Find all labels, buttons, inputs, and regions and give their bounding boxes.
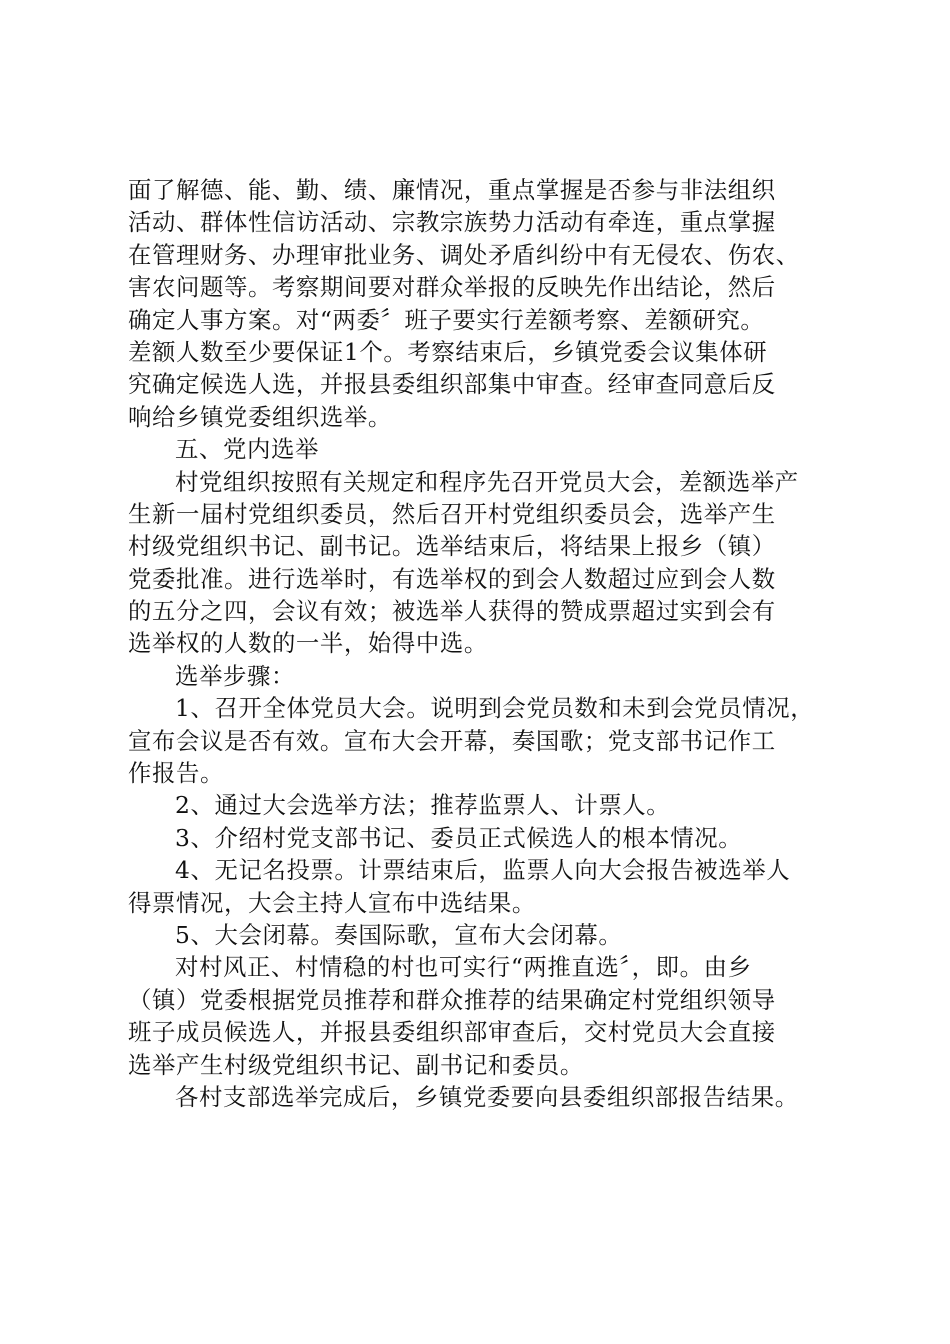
section-heading: 五、党内选举: [175, 435, 319, 464]
text-line: 村党组织按照有关规定和程序先召开党员大会，差额选举产: [175, 467, 799, 496]
text-line: 响给乡镇党委组织选举。: [128, 402, 392, 431]
text-line: 作报告。: [128, 759, 224, 788]
text-line: 生新一届村党组织委员，然后召开村党组织委员会，选举产生: [128, 499, 776, 528]
text-line: 1、召开全体党员大会。说明到会党员数和未到会党员情况，: [175, 694, 815, 723]
text-line: 对村风正、村情稳的村也可实行“两推直选〞，即。由乡: [175, 953, 752, 982]
text-line: 3、介绍村党支部书记、委员正式候选人的根本情况。: [175, 823, 743, 852]
text-line: 得票情况，大会主持人宣布中选结果。: [128, 888, 536, 917]
text-line: 差额人数至少要保证1个。考察结束后，乡镇党委会议集体研: [128, 337, 768, 366]
text-line: 在管理财务、办理审批业务、调处矛盾纠纷中有无侵农、伤农、: [128, 240, 800, 269]
text-line: 的五分之四，会议有效；被选举人获得的赞成票超过实到会有: [128, 597, 776, 626]
text-line: 选举权的人数的一半，始得中选。: [128, 629, 488, 658]
text-line: 确定人事方案。对“两委〞班子要实行差额考察、差额研究。: [128, 305, 765, 334]
text-line: 面了解德、能、勤、绩、廉情况，重点掌握是否参与非法组织: [128, 176, 776, 204]
text-line: 班子成员候选人，并报县委组织部审查后，交村党员大会直接: [128, 1018, 776, 1047]
text-line: 宣布会议是否有效。宣布大会开幕，奏国歌；党支部书记作工: [128, 726, 776, 755]
text-line: 村级党组织书记、副书记。选举结束后，将结果上报乡（镇）: [128, 532, 776, 561]
text-line: 害农问题等。考察期间要对群众举报的反映先作出结论，然后: [128, 273, 776, 302]
text-line: 活动、群体性信访活动、宗教宗族势力活动有牵连，重点掌握: [128, 208, 776, 237]
text-line: （镇）党委根据党员推荐和群众推荐的结果确定村党组织领导: [128, 985, 776, 1014]
text-line: 究确定候选人选，并报县委组织部集中审查。经审查同意后反: [128, 370, 776, 399]
text-line: 4、无记名投票。计票结束后，监票人向大会报告被选举人: [175, 856, 791, 885]
text-line: 党委批准。进行选举时，有选举权的到会人数超过应到会人数: [128, 564, 776, 593]
text-line: 2、通过大会选举方法；推荐监票人、计票人。: [175, 791, 671, 820]
text-line: 选举产生村级党组织书记、副书记和委员。: [128, 1050, 584, 1079]
document-body: [128, 174, 830, 1113]
subsection-heading: 选举步骤：: [175, 661, 295, 690]
text-line: 各村支部选举完成后，乡镇党委要向县委组织部报告结果。: [175, 1082, 799, 1111]
text-line: 5、大会闭幕。奏国际歌，宣布大会闭幕。: [175, 920, 623, 949]
